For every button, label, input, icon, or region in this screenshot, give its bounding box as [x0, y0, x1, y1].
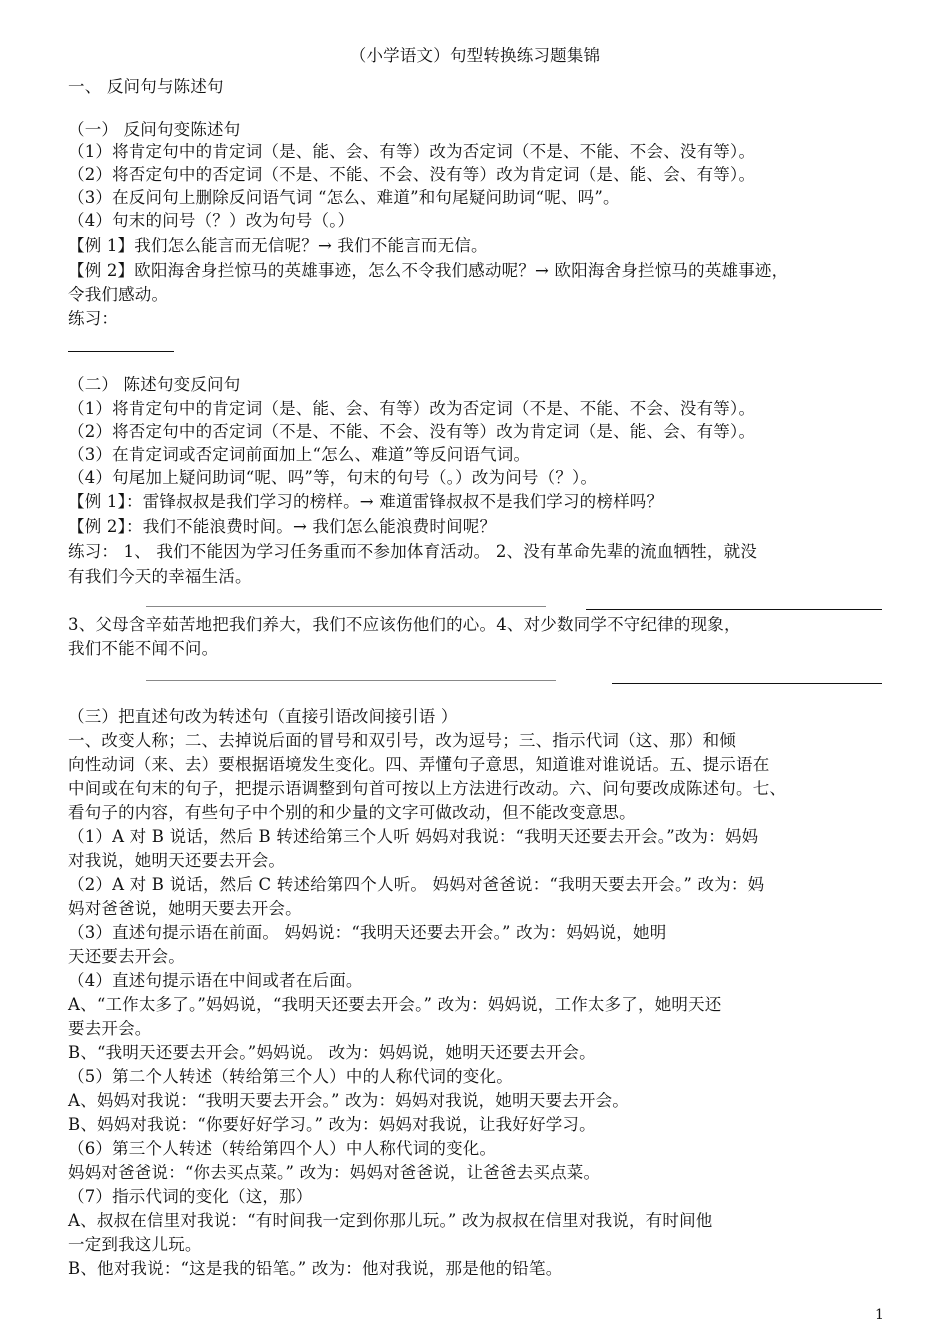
example-line: 【例 2】欧阳海舍身拦惊马的英雄事迹，怎么不令我们感动呢？→ 欧阳海舍身拦惊马的英雄事迹，: [68, 261, 789, 280]
subsection-heading-1: （一） 反问句变陈述句: [68, 120, 241, 139]
text-line: （2）将否定句中的否定词（不是、不能、不会、没有等）改为肯定词（是、能、会、有等）。: [68, 165, 756, 184]
answer-blank-line: [586, 609, 882, 610]
text-line: 天还要去开会。: [68, 947, 185, 966]
text-line: （3）直述句提示语在前面。 妈妈说：“我明天还要去开会。” 改为：妈妈说，她明: [68, 923, 667, 942]
text-line: （1）将肯定句中的肯定词（是、能、会、有等）改为否定词（不是、不能、不会、没有等）。: [68, 399, 756, 418]
text-line: （1）将肯定句中的肯定词（是、能、会、有等）改为否定词（不是、不能、不会、没有等）。: [68, 142, 756, 161]
text-line: A、叔叔在信里对我说：“有时间我一定到你那儿玩。” 改为叔叔在信里对我说，有时间他: [68, 1211, 713, 1230]
text-line: （2）A 对 B 说话，然后 C 转述给第四个人听。 妈妈对爸爸说：“我明天要去开会。” 改为：妈: [68, 875, 765, 894]
subsection-heading-2: （二） 陈述句变反问句: [68, 375, 241, 394]
text-line: 要去开会。: [68, 1019, 152, 1038]
text-line: 看句子的内容，有些句子中个别的和少量的文字可做改动，但不能改变意思。: [68, 803, 636, 822]
text-line: 对我说，她明天还要去开会。: [68, 851, 286, 870]
text-line: （6）第三个人转述（转给第四个人）中人称代词的变化。: [68, 1139, 497, 1158]
text-line: B、他对我说：“这是我的铅笔。” 改为：他对我说，那是他的铅笔。: [68, 1259, 563, 1278]
example-line: 【例 2】：我们不能浪费时间。→ 我们怎么能浪费时间呢？: [68, 517, 497, 536]
text-line: 我们不能不闻不问。: [68, 639, 219, 658]
section-heading-1: 一、 反问句与陈述句: [68, 77, 224, 96]
text-line: 一定到我这儿玩。: [68, 1235, 202, 1254]
text-line: （4）句末的问号（？）改为句号（。）: [68, 211, 355, 230]
text-line: 令我们感动。: [68, 285, 169, 304]
text-line: 妈对爸爸说，她明天要去开会。: [68, 899, 302, 918]
text-line: B、“我明天还要去开会。”妈妈说。 改为：妈妈说，她明天还要去开会。: [68, 1043, 596, 1062]
text-line: （4）直述句提示语在中间或者在后面。: [68, 971, 363, 990]
page-title: （小学语文）句型转换练习题集锦: [349, 46, 601, 65]
answer-blank-line: [146, 606, 546, 607]
practice-label: 练习：: [68, 309, 119, 328]
answer-blank-line: [146, 680, 556, 681]
subsection-heading-3: （三）把直述句改为转述句（直接引语改间接引语 ）: [68, 707, 458, 726]
page-number: 1: [875, 1307, 884, 1323]
answer-blank-line: [68, 351, 174, 352]
example-line: 【例 1】：雷锋叔叔是我们学习的榜样。→ 难道雷锋叔叔不是我们学习的榜样吗？: [68, 492, 664, 511]
text-line: （5）第二个人转述（转给第三个人）中的人称代词的变化。: [68, 1067, 513, 1086]
example-line: 【例 1】我们怎么能言而无信呢？→ 我们不能言而无信。: [68, 236, 488, 255]
text-line: （2）将否定句中的否定词（不是、不能、不会、没有等）改为肯定词（是、能、会、有等）。: [68, 422, 756, 441]
text-line: 中间或在句末的句子，把提示语调整到句首可按以上方法进行改动。六、问句要改成陈述句。七、: [68, 779, 787, 798]
text-line: （1）A 对 B 说话，然后 B 转述给第三个人听 妈妈对我说：“我明天还要去开会。”改为：妈妈: [68, 827, 759, 846]
text-line: （4）句尾加上疑问助词“呢、吗”等，句末的句号（。）改为问号（？）。: [68, 468, 598, 487]
text-line: （3）在肯定词或否定词前面加上“怎么、难道”等反问语气词。: [68, 445, 531, 464]
answer-blank-line: [612, 683, 882, 684]
practice-line: 3、父母含辛茹苦地把我们养大，我们不应该伤他们的心。4、对少数同学不守纪律的现象，: [68, 615, 741, 634]
text-line: 妈妈对爸爸说：“你去买点菜。” 改为：妈妈对爸爸说，让爸爸去买点菜。: [68, 1163, 601, 1182]
text-line: A、妈妈对我说：“我明天要去开会。” 改为：妈妈对我说，她明天要去开会。: [68, 1091, 629, 1110]
text-line: 有我们今天的幸福生活。: [68, 567, 252, 586]
text-line: B、妈妈对我说：“你要好好学习。” 改为：妈妈对我说，让我好好学习。: [68, 1115, 596, 1134]
text-line: 一、改变人称；二、去掉说后面的冒号和双引号，改为逗号；三、指示代词（这、那）和倾: [68, 731, 736, 750]
text-line: A、“工作太多了。”妈妈说，“我明天还要去开会。” 改为：妈妈说，工作太多了，她明天还: [68, 995, 722, 1014]
text-line: （7）指示代词的变化（这，那）: [68, 1187, 313, 1206]
practice-line: 练习： 1、 我们不能因为学习任务重而不参加体育活动。 2、没有革命先辈的流血牺牲，就没: [68, 542, 758, 561]
text-line: （3）在反问句上删除反问语气词 “怎么、难道”和句尾疑问助词“呢、吗”。: [68, 188, 620, 207]
text-line: 向性动词（来、去）要根据语境发生变化。四、弄懂句子意思，知道谁对谁说话。五、提示语在: [68, 755, 770, 774]
